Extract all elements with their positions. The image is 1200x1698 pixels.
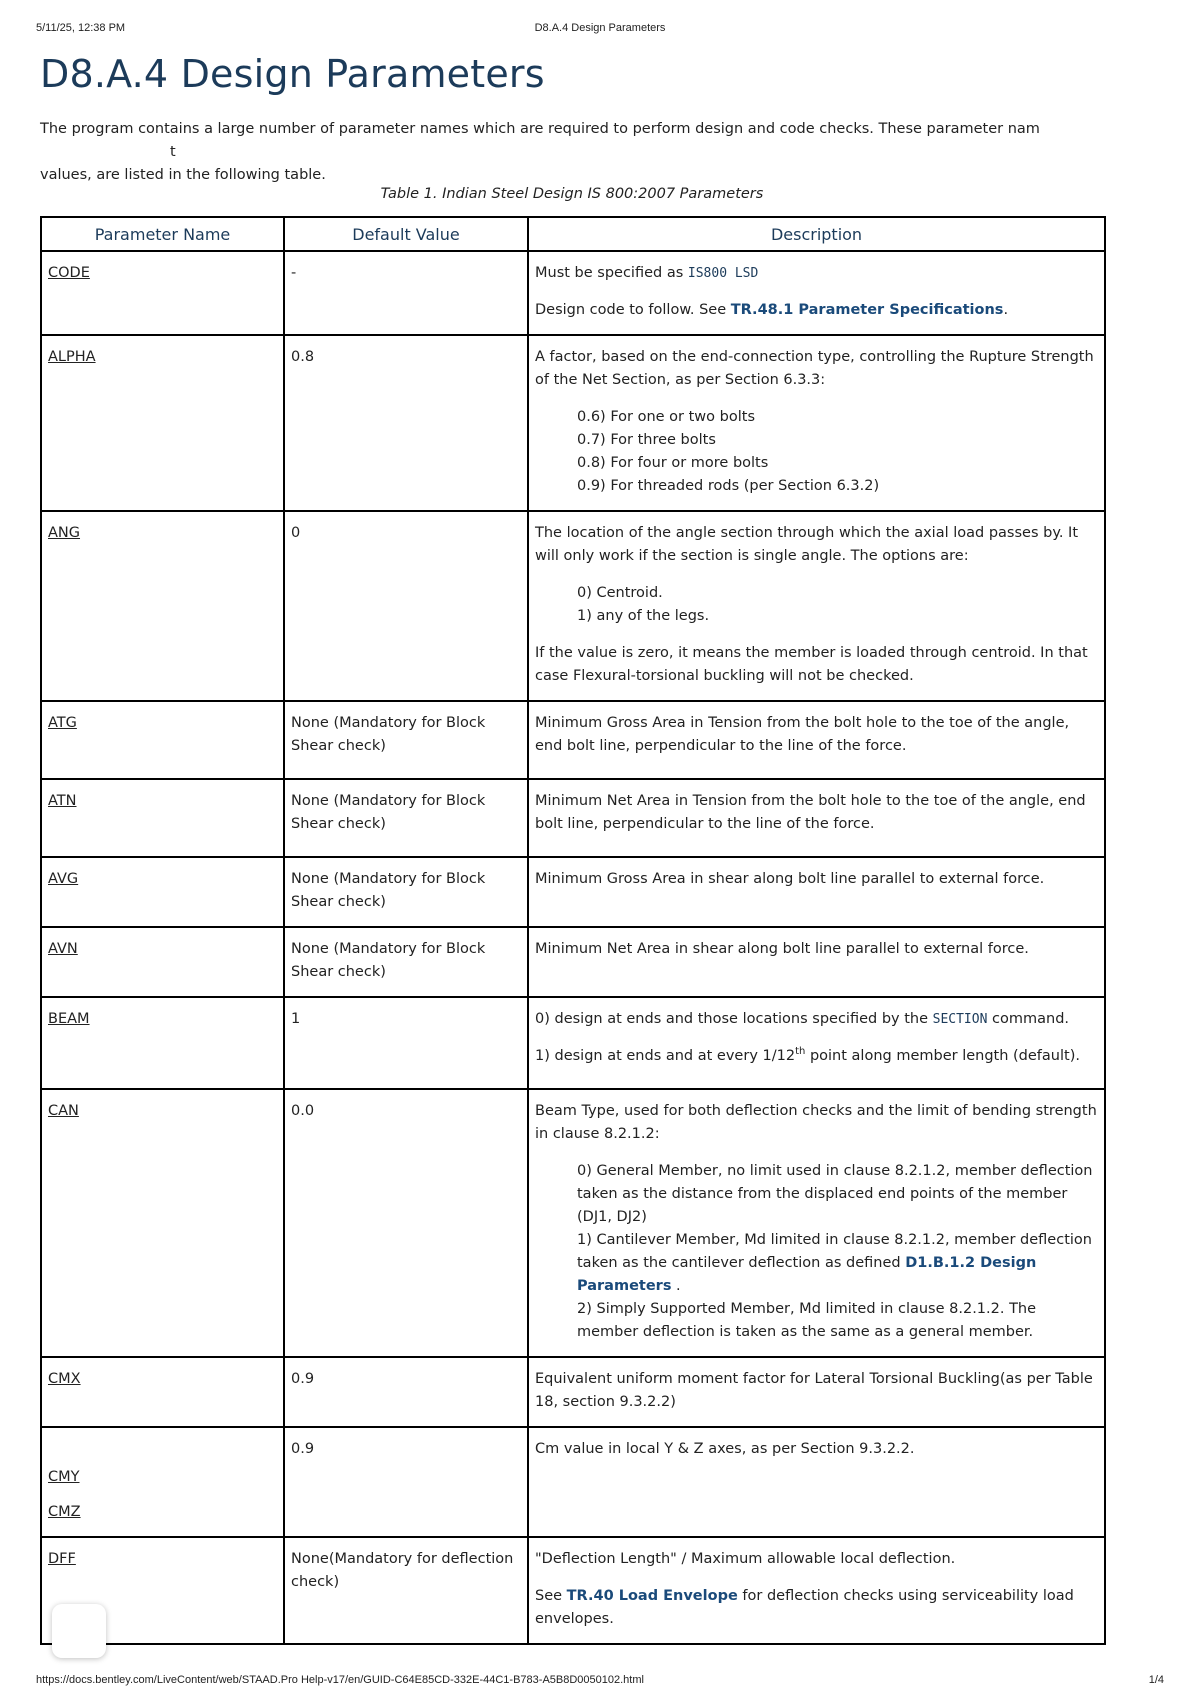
table-row: [41, 335, 1105, 511]
intro-paragraph: [40, 118, 1160, 187]
link-load-envelope[interactable]: TR.40 Load Envelope: [566, 1588, 738, 1604]
table-row: [41, 1089, 1105, 1357]
param-code: [41, 251, 284, 335]
param-cmx: [41, 1357, 284, 1427]
header-parameter-name: Parameter Name: [41, 217, 284, 251]
intro-text-2: values, are listed in the following table.: [40, 167, 326, 183]
header-default-value: Default Value: [284, 217, 528, 251]
list-item: 0.7) For three bolts: [577, 432, 716, 448]
table-row: [41, 511, 1105, 701]
desc-text: Minimum Gross Area in shear along bolt line parallel to external force.: [535, 871, 1045, 887]
table-row: [41, 1357, 1105, 1427]
table-row: [41, 251, 1105, 335]
description: [528, 779, 1105, 857]
intro-trailing-char: t: [170, 144, 176, 160]
table-row: [41, 779, 1105, 857]
desc-text: Equivalent uniform moment factor for Lateral Torsional Buckling(as per Table 18, section 9.3.2.2): [535, 1371, 1093, 1410]
desc-text: See: [535, 1588, 567, 1604]
desc-text: Beam Type, used for both deflection checks and the limit of bending strength in clause 8.2.1.2:: [535, 1103, 1097, 1142]
desc-text: Minimum Net Area in Tension from the bolt hole to the toe of the angle, end bolt line, perpendicular to the line of the force.: [535, 793, 1086, 832]
description: [528, 927, 1105, 997]
description: [528, 1357, 1105, 1427]
default-value: 0: [284, 511, 528, 701]
description: [528, 857, 1105, 927]
param-alpha: [41, 335, 284, 511]
table-row: [41, 927, 1105, 997]
param-name: AVG: [48, 871, 79, 887]
param-atn: [41, 779, 284, 857]
list-item-text: .: [671, 1278, 681, 1294]
table-row: [41, 997, 1105, 1089]
description: [528, 251, 1105, 335]
desc-text: Cm value in local Y & Z axes, as per Section 9.3.2.2.: [535, 1441, 915, 1457]
param-name: CMX: [48, 1371, 81, 1387]
list-item: 0.9) For threaded rods (per Section 6.3.2): [577, 478, 880, 494]
default-value: 0.9: [284, 1427, 528, 1537]
table-row: [41, 857, 1105, 927]
desc-text: Must be specified as: [535, 265, 688, 281]
description: [528, 1537, 1105, 1644]
link-design-parameters[interactable]: D1.B.1.2 Design Parameters: [577, 1255, 1037, 1294]
param-name: ATG: [48, 715, 77, 731]
list-item: 2) Simply Supported Member, Md limited in clause 8.2.1.2. The member deflection is taken as the same as a general member.: [577, 1301, 1037, 1340]
default-value: -: [284, 251, 528, 335]
param-can: [41, 1089, 284, 1357]
list-item: [577, 1229, 1098, 1298]
table-header-row: [41, 217, 1105, 251]
param-avn: [41, 927, 284, 997]
print-datetime: 5/11/25, 12:38 PM: [36, 22, 126, 34]
param-name: CODE: [48, 265, 90, 281]
page-title: D8.A.4 Design Parameters: [40, 52, 545, 96]
default-value: None(Mandatory for deflection check): [284, 1537, 528, 1644]
desc-text: .: [1003, 302, 1009, 318]
superscript: th: [795, 1046, 806, 1058]
param-name: AVN: [48, 941, 78, 957]
param-name: ATN: [48, 793, 77, 809]
description: [528, 1427, 1105, 1537]
desc-text: The location of the angle section through which the axial load passes by. It will only work if the section is single angle. The options are:: [535, 525, 1079, 564]
param-name: ALPHA: [48, 349, 96, 365]
option-list: [577, 582, 1098, 628]
desc-text: If the value is zero, it means the member is loaded through centroid. In that case Flexural-torsional buckling will not be checked.: [535, 645, 1088, 684]
param-ang: [41, 511, 284, 701]
description: [528, 511, 1105, 701]
table-caption: Table 1. Indian Steel Design IS 800:2007 Parameters: [380, 186, 764, 202]
desc-text: 1) design at ends and at every 1/12: [535, 1048, 796, 1064]
desc-text: 0) design at ends and those locations specified by the: [535, 1011, 933, 1027]
desc-text: point along member length (default).: [805, 1048, 1080, 1064]
default-value: None (Mandatory for Block Shear check): [284, 701, 528, 779]
list-item: 0.8) For four or more bolts: [577, 455, 769, 471]
param-name: ANG: [48, 525, 81, 541]
list-item: 1) any of the legs.: [577, 608, 710, 624]
header-description: Description: [528, 217, 1105, 251]
param-name: DFF: [48, 1551, 76, 1567]
desc-text: for deflection checks using serviceability load envelopes.: [535, 1588, 1074, 1627]
option-list: [577, 406, 1098, 498]
list-item: 0.6) For one or two bolts: [577, 409, 755, 425]
list-item: 0) General Member, no limit used in clause 8.2.1.2, member deflection taken as the distance from the displaced end points of the member (DJ1, DJ2): [577, 1163, 1093, 1225]
param-name: CAN: [48, 1103, 79, 1119]
default-value: None (Mandatory for Block Shear check): [284, 857, 528, 927]
default-value: 0.9: [284, 1357, 528, 1427]
default-value: 0.8: [284, 335, 528, 511]
param-atg: [41, 701, 284, 779]
param-avg: [41, 857, 284, 927]
floating-action-button[interactable]: [52, 1604, 106, 1658]
link-parameter-specifications[interactable]: TR.48.1 Parameter Specifications: [730, 302, 1004, 318]
default-value: None (Mandatory for Block Shear check): [284, 927, 528, 997]
code-value: IS800 LSD: [687, 266, 759, 281]
param-name: BEAM: [48, 1011, 90, 1027]
desc-text: Design code to follow. See: [535, 302, 731, 318]
desc-text: Minimum Net Area in shear along bolt line parallel to external force.: [535, 941, 1029, 957]
param-name: CMZ: [48, 1504, 81, 1520]
list-item: 0) Centroid.: [577, 585, 663, 601]
description: [528, 997, 1105, 1089]
description: [528, 701, 1105, 779]
print-doc-title: D8.A.4 Design Parameters: [534, 22, 666, 34]
param-cmy-cmz: [41, 1427, 284, 1537]
description: [528, 335, 1105, 511]
param-name: CMY: [48, 1469, 80, 1485]
table-row: [41, 701, 1105, 779]
default-value: None (Mandatory for Block Shear check): [284, 779, 528, 857]
desc-text: "Deflection Length" / Maximum allowable local deflection.: [535, 1551, 956, 1567]
param-beam: [41, 997, 284, 1089]
default-value: 1: [284, 997, 528, 1089]
parameters-table: [40, 216, 1106, 1645]
desc-text: command.: [987, 1011, 1070, 1027]
table-row: [41, 1537, 1105, 1644]
code-value: SECTION: [932, 1012, 988, 1027]
option-list: [577, 1160, 1098, 1344]
default-value: 0.0: [284, 1089, 528, 1357]
intro-text-1: The program contains a large number of parameter names which are required to perform design and code checks. These parameter nam: [40, 121, 1040, 137]
page-url: https://docs.bentley.com/LiveContent/web/STAAD.Pro Help-v17/en/GUID-C64E85CD-332E-44C1-B783-A5B8D0050102.html: [36, 1674, 644, 1686]
desc-text: A factor, based on the end-connection type, controlling the Rupture Strength of the Net Section, as per Section 6.3.3:: [535, 349, 1094, 388]
page-number: 1/4: [1148, 1674, 1164, 1686]
desc-text: Minimum Gross Area in Tension from the bolt hole to the toe of the angle, end bolt line, perpendicular to the line of the force.: [535, 715, 1070, 754]
list-item-text: 1) Cantilever Member, Md limited in clause 8.2.1.2, member deflection taken as the cantilever deflection as defined: [577, 1232, 1092, 1271]
description: [528, 1089, 1105, 1357]
table-row: [41, 1427, 1105, 1537]
